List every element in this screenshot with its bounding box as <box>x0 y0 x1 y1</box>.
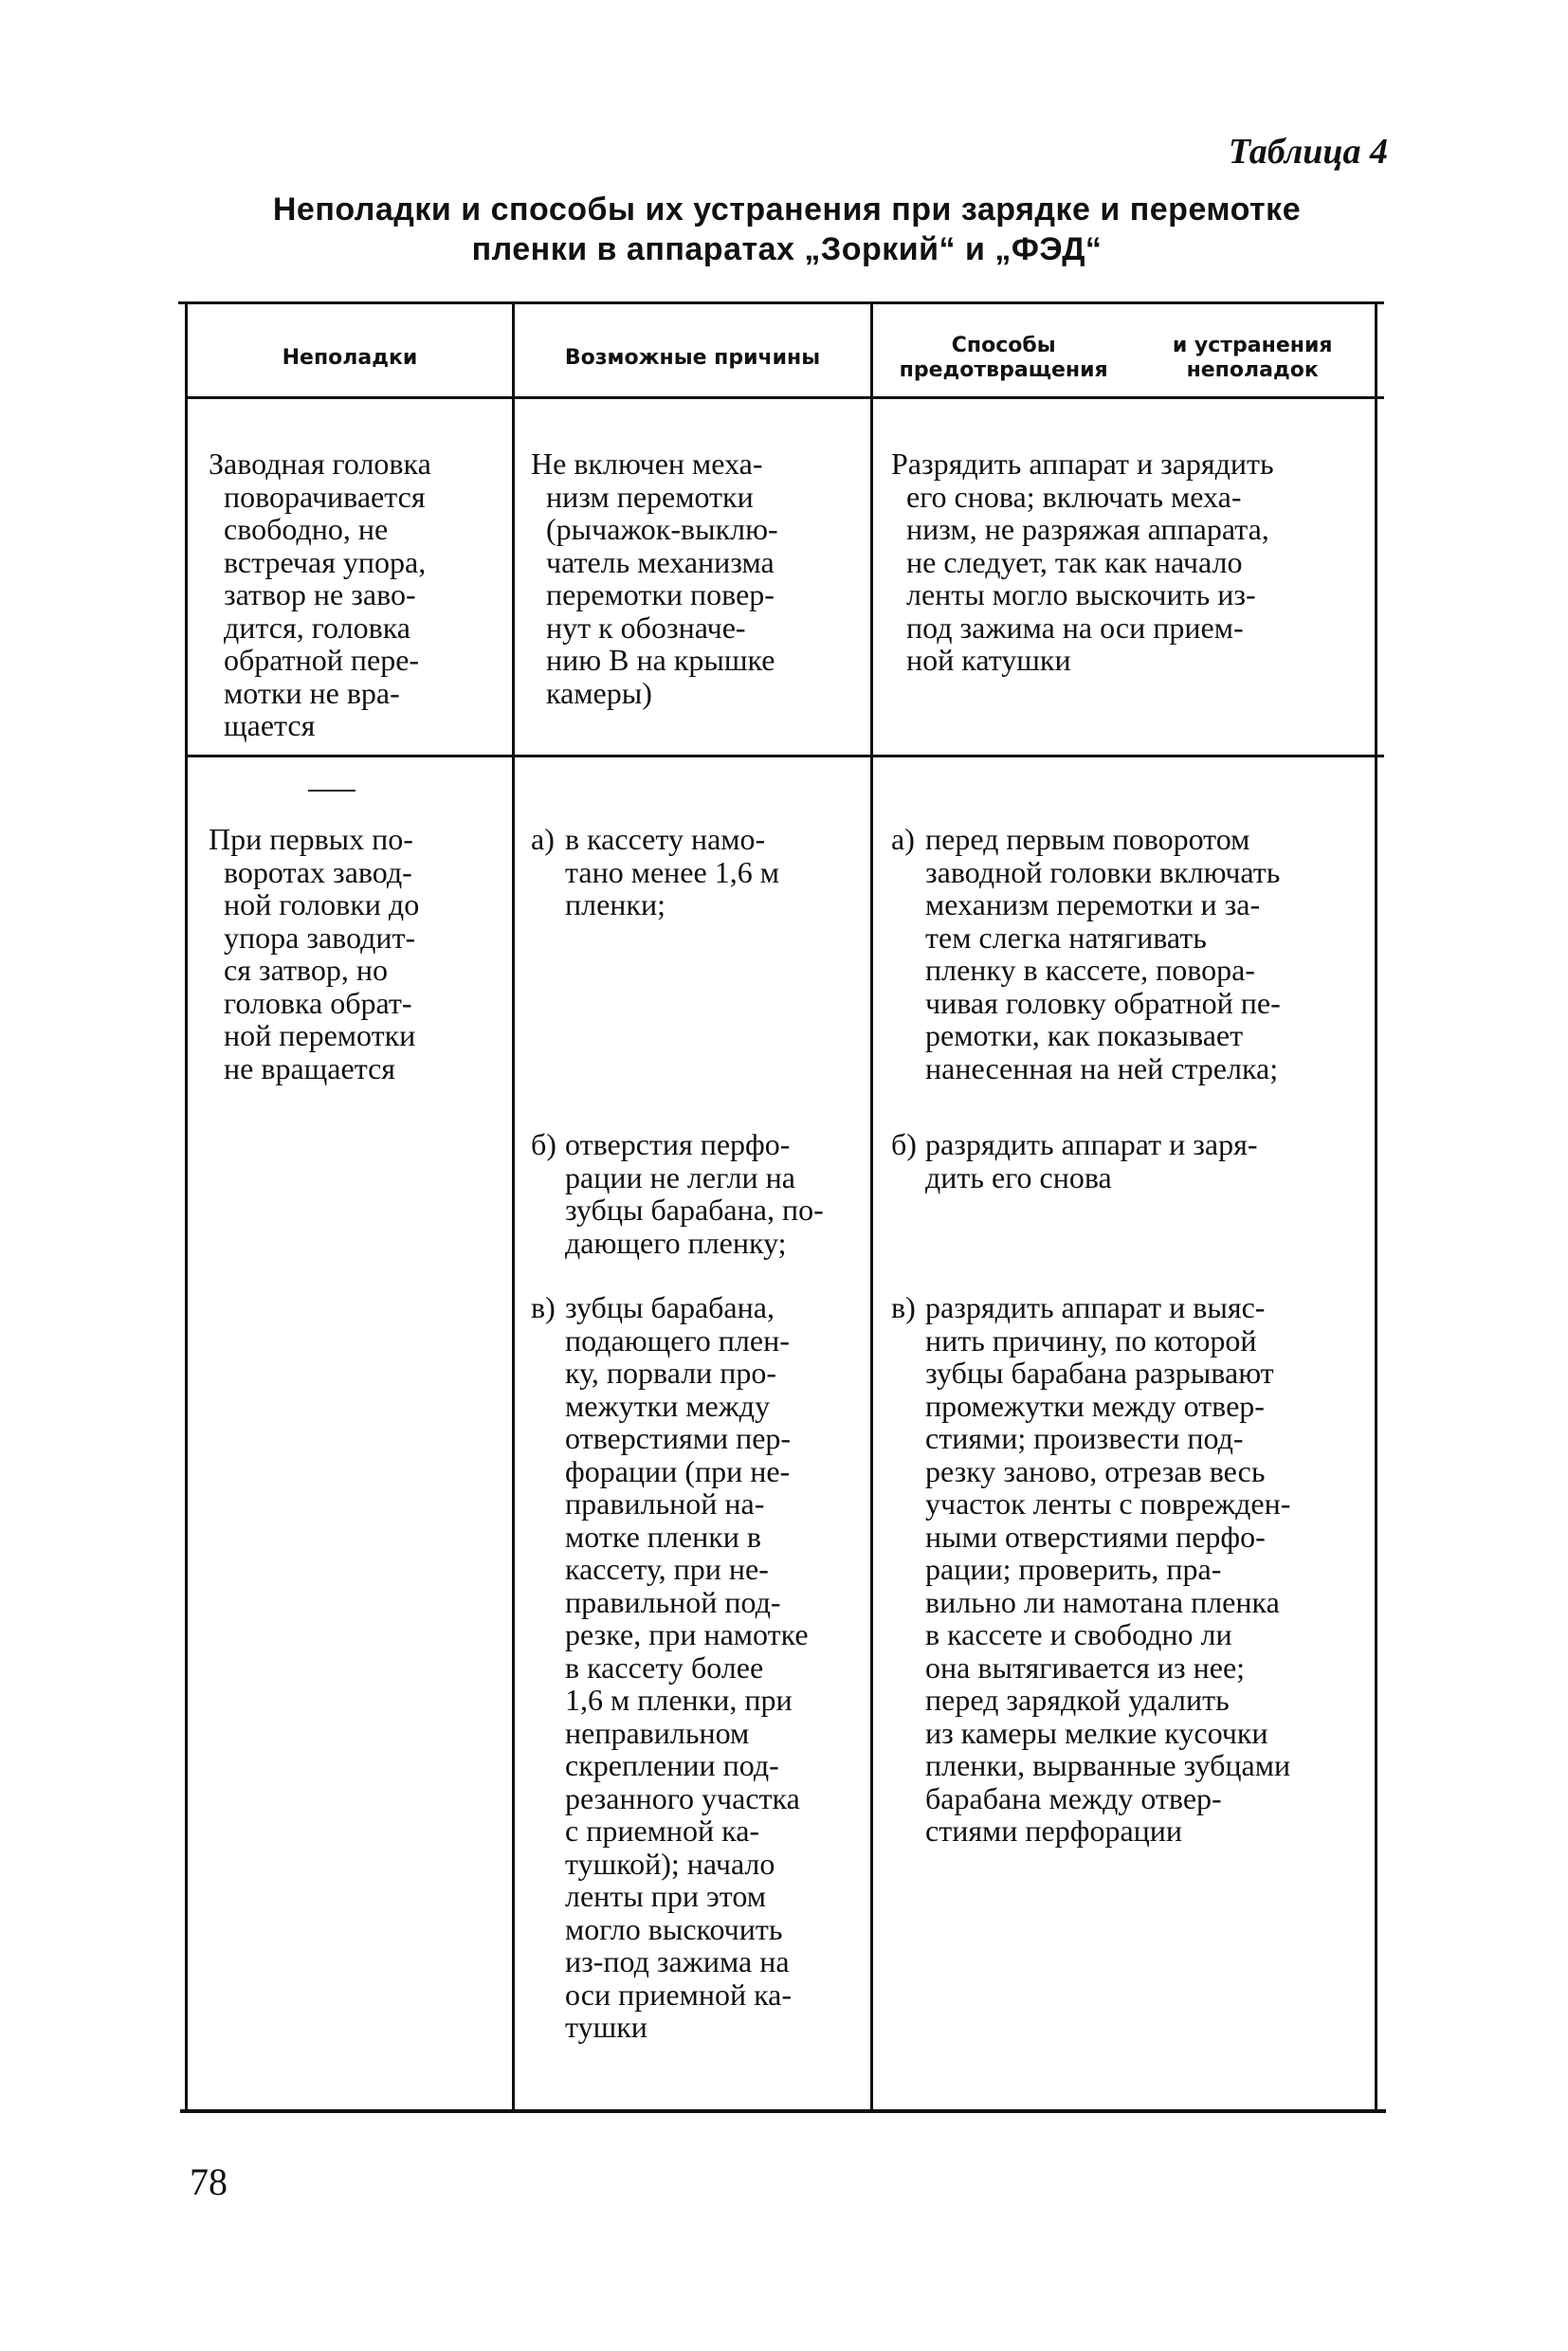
item-marker: а) <box>531 822 555 856</box>
row2-remedy-a <box>891 822 1281 1085</box>
item-text: перед первым поворотом заводной головки включать механизм перемотки и за- тем слегка натягивать пленку в кассете, повора- чивая головку обратной пе- ремотки, как показывает нанесенная на ней стрелка; <box>925 822 1281 1085</box>
item-text: разрядить аппарат и заря- дить его снова <box>925 1127 1258 1194</box>
item-text: разрядить аппарат и выяс- нить причину, по которой зубцы барабана разрывают промежутки между отвер- стиями; произвести под- резку заново, отрезав весь участок ленты с поврежден- ными отверстиями перфо- рации; проверить, пра- вильно ли намотана пленка в кассете и свободно ли она вытягивается из нее; перед зарядкой удалить из камеры мелкие кусочки пленки, вырванные зубцами барабана между отвер- стиями перфорации <box>925 1290 1291 1848</box>
item-text: в кассету намо- тано менее 1,6 м пленки; <box>565 822 779 921</box>
page-number: 78 <box>190 2160 228 2203</box>
item-marker: а) <box>891 822 915 856</box>
table-title <box>152 190 1422 269</box>
bottom-rule <box>180 2109 1386 2113</box>
header-remedies-line: Способы предотвращения <box>899 333 1108 382</box>
item-marker: в) <box>891 1290 916 1324</box>
left-border <box>185 301 188 2112</box>
table-title-line: пленки в аппаратах „Зоркий“ и „ФЭД“ <box>471 231 1103 267</box>
header-remedies <box>875 322 1373 393</box>
row1-problem: Заводная головка поворачивается свободно, не встречая упора, затвор не заво- дится, головка обратной пере- мотки не вра- щается <box>209 447 431 742</box>
col-divider-1 <box>512 301 515 2112</box>
row2-cause-b <box>531 1127 824 1260</box>
item-marker: б) <box>891 1127 917 1161</box>
row-rule <box>185 755 1384 757</box>
right-border <box>1375 301 1377 2112</box>
item-marker: в) <box>531 1290 556 1324</box>
item-text: отверстия перфо- рации не легли на зубцы барабана, по- дающего пленку; <box>565 1127 824 1260</box>
row2-remedy-c <box>891 1290 1291 1848</box>
row1-remedy: Разрядить аппарат и зарядить его снова; включать меха- низм, не разряжая аппарата, не следует, так как начало ленты могло выскочить из- под зажима на оси прием- ной катушки <box>891 447 1274 677</box>
row2-cause-c <box>531 1290 809 2044</box>
item-text: зубцы барабана, подающего плен- ку, порвали про- межутки между отверстиями пер- форации (при не- правильной на- мотке пленки в кассету, при не- правильной под- резке, при намотке в кассету более 1,6 м пленки, при неправильном скреплении под- резанного участка с приемной ка- тушкой); начало ленты при этом могло выскочить из-под зажима на оси приемной ка- тушки <box>565 1290 809 2044</box>
header-problems: Неполадки <box>282 345 418 370</box>
col-divider-2 <box>870 301 873 2112</box>
table-title-line: Неполадки и способы их устранения при зарядке и перемотке <box>272 191 1302 228</box>
header-remedies-line: и устранения неполадок <box>1172 333 1333 382</box>
top-rule <box>178 301 1384 304</box>
row2-problem: При первых по- воротах завод- ной головки до упора заводит- ся затвор, но головка обрат- ной перемотки не вращается <box>209 822 420 1085</box>
separator-dash <box>308 790 356 792</box>
table-label: Таблица 4 <box>1228 132 1388 172</box>
row2-cause-a <box>531 822 779 921</box>
header-causes: Возможные причины <box>564 345 821 370</box>
item-marker: б) <box>531 1127 556 1161</box>
row2-remedy-b <box>891 1127 1258 1227</box>
header-rule <box>185 396 1384 399</box>
row1-cause: Не включен меха- низм перемотки (рычажок-выклю- чатель механизма перемотки повер- нут к обозначе- нию В на крышке камеры) <box>531 447 778 710</box>
